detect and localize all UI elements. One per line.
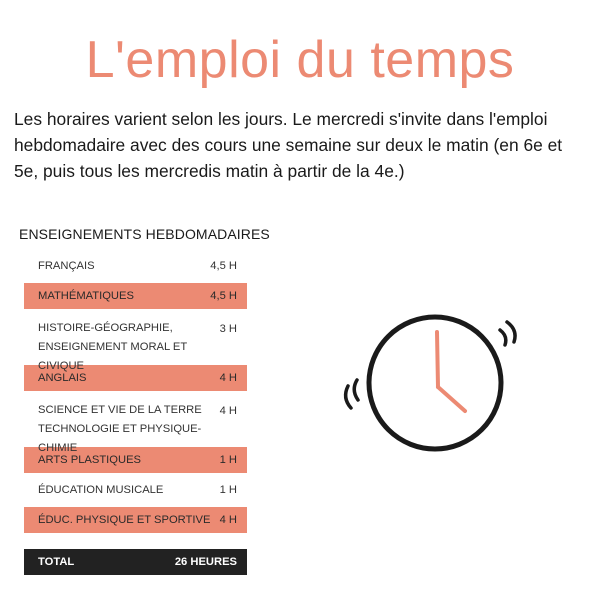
- total-label: TOTAL: [38, 556, 75, 568]
- total-row: [24, 549, 247, 575]
- hours-value: 4,5 H: [210, 290, 237, 302]
- table-row: [24, 253, 247, 279]
- clock-hour-hand: [437, 332, 438, 387]
- subject-label: MATHÉMATIQUES: [38, 290, 134, 302]
- hours-value: 4,5 H: [210, 260, 237, 272]
- table-row: [24, 313, 247, 372]
- ring-mark-icon: [354, 380, 358, 400]
- ring-mark-icon: [507, 322, 515, 342]
- hours-table: [24, 253, 247, 579]
- table-row: [24, 283, 247, 309]
- table-row: [24, 507, 247, 533]
- clock-face: [369, 317, 501, 449]
- hours-value: 1 H: [219, 484, 237, 496]
- hours-value: 4 H: [219, 514, 237, 526]
- ring-mark-icon: [500, 330, 506, 345]
- subject-label: FRANÇAIS: [38, 260, 95, 272]
- intro-paragraph: Les horaires varient selon les jours. Le mercredi s'invite dans l'emploi hebdomadaire avec des cours une semaine sur deux le matin (en 6e et 5e, puis tous les mercredis matin à partir de la 4e.): [14, 109, 563, 181]
- hours-value: 3 H: [219, 323, 237, 335]
- subject-label: SCIENCE ET VIE DE LA TERRE TECHNOLOGIE ET PHYSIQUE-CHIMIE: [38, 404, 202, 454]
- page-title: L'emploi du temps: [85, 31, 515, 89]
- table-heading: ENSEIGNEMENTS HEBDOMADAIRES: [19, 226, 270, 242]
- subject-label: ÉDUC. PHYSIQUE ET SPORTIVE: [38, 514, 211, 526]
- hours-value: 4 H: [219, 372, 237, 384]
- hours-value: 1 H: [219, 454, 237, 466]
- hours-value: 4 H: [219, 405, 237, 417]
- total-hours: 26 HEURES: [174, 556, 237, 568]
- subject-label: ANGLAIS: [38, 372, 87, 384]
- subject-label: ARTS PLASTIQUES: [38, 454, 141, 466]
- subject-label: ÉDUCATION MUSICALE: [38, 484, 164, 496]
- table-row: [24, 395, 247, 454]
- subject-label: HISTOIRE-GÉOGRAPHIE, ENSEIGNEMENT MORAL ET CIVIQUE: [38, 322, 187, 372]
- table-row: [24, 477, 247, 503]
- ring-mark-icon: [346, 386, 351, 408]
- alarm-clock-icon: [336, 310, 536, 460]
- clock-minute-hand: [438, 387, 465, 411]
